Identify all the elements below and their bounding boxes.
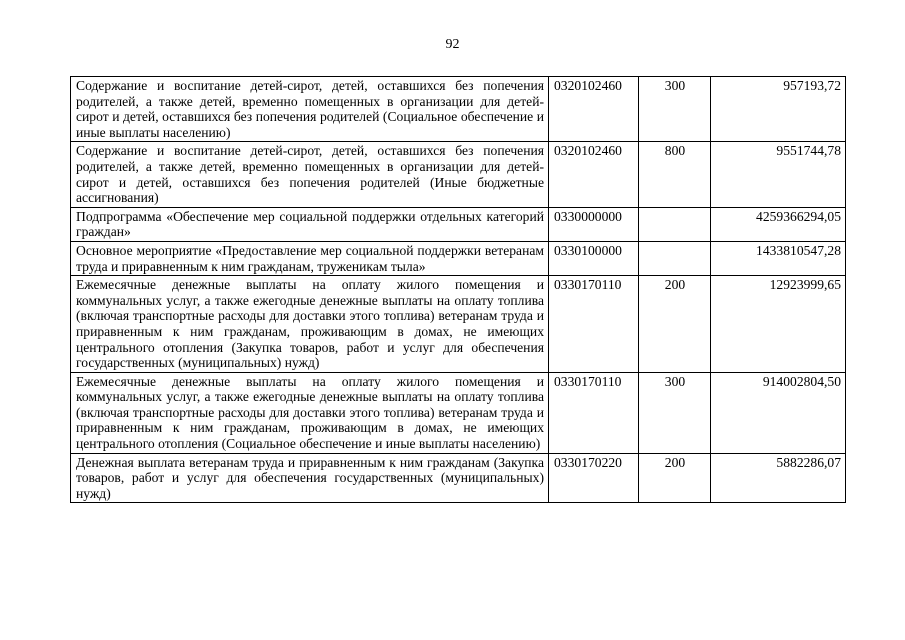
row-description: Ежемесячные денежные выплаты на оплату жилого помещения и коммунальных услуг, а также ежегодные денежные выплаты на оплату топлива (включая транспортные расходы для доставки этого топлива) ветеранам труда и приравненным к ним гражданам, проживающим в домах, не имеющих центрального отопления (Закупка товаров, работ и услуг для обеспечения государственных (муниципальных) нужд) <box>71 276 549 373</box>
table-row <box>71 372 846 453</box>
row-target-code: 0320102460 <box>549 77 639 142</box>
page-number: 92 <box>445 37 460 52</box>
row-expense-type: 300 <box>639 77 711 142</box>
table-row <box>71 241 846 275</box>
budget-table <box>70 76 846 503</box>
row-expense-type: 800 <box>639 142 711 207</box>
row-description: Основное мероприятие «Предоставление мер социальной поддержки ветеранам труда и приравненным к ним гражданам, труженикам тыла» <box>71 241 549 275</box>
table-row <box>71 276 846 373</box>
row-expense-type: 200 <box>639 276 711 373</box>
row-expense-type: 200 <box>639 453 711 503</box>
row-target-code: 0320102460 <box>549 142 639 207</box>
row-description: Ежемесячные денежные выплаты на оплату жилого помещения и коммунальных услуг, а также ежегодные денежные выплаты на оплату топлива (включая транспортные расходы для доставки этого топлива) ветеранам труда и приравненным к ним гражданам, проживающим в домах, не имеющих центрального отопления (Социальное обеспечение и иные выплаты населению) <box>71 372 549 453</box>
row-amount: 12923999,65 <box>711 276 846 373</box>
row-expense-type <box>639 241 711 275</box>
row-expense-type: 300 <box>639 372 711 453</box>
row-amount: 9551744,78 <box>711 142 846 207</box>
row-target-code: 0330100000 <box>549 241 639 275</box>
row-description: Содержание и воспитание детей-сирот, детей, оставшихся без попечения родителей, а также детей, временно помещенных в организации для детей-сирот и детей, оставшихся без попечения родителей (Социальное обеспечение и иные выплаты населению) <box>71 77 549 142</box>
row-target-code: 0330170220 <box>549 453 639 503</box>
row-description: Содержание и воспитание детей-сирот, детей, оставшихся без попечения родителей, а также детей, временно помещенных в организации для детей-сирот и детей, оставшихся без попечения родителей (Иные бюджетные ассигнования) <box>71 142 549 207</box>
row-target-code: 0330170110 <box>549 372 639 453</box>
row-target-code: 0330000000 <box>549 207 639 241</box>
row-target-code: 0330170110 <box>549 276 639 373</box>
row-amount: 5882286,07 <box>711 453 846 503</box>
table-row <box>71 453 846 503</box>
table-row <box>71 207 846 241</box>
row-expense-type <box>639 207 711 241</box>
row-amount: 4259366294,05 <box>711 207 846 241</box>
table-row <box>71 142 846 207</box>
row-description: Подпрограмма «Обеспечение мер социальной поддержки отдельных категорий граждан» <box>71 207 549 241</box>
row-amount: 1433810547,28 <box>711 241 846 275</box>
row-amount: 957193,72 <box>711 77 846 142</box>
row-description: Денежная выплата ветеранам труда и приравненным к ним гражданам (Закупка товаров, работ и услуг для обеспечения государственных (муниципальных) нужд) <box>71 453 549 503</box>
row-amount: 914002804,50 <box>711 372 846 453</box>
table-row <box>71 77 846 142</box>
